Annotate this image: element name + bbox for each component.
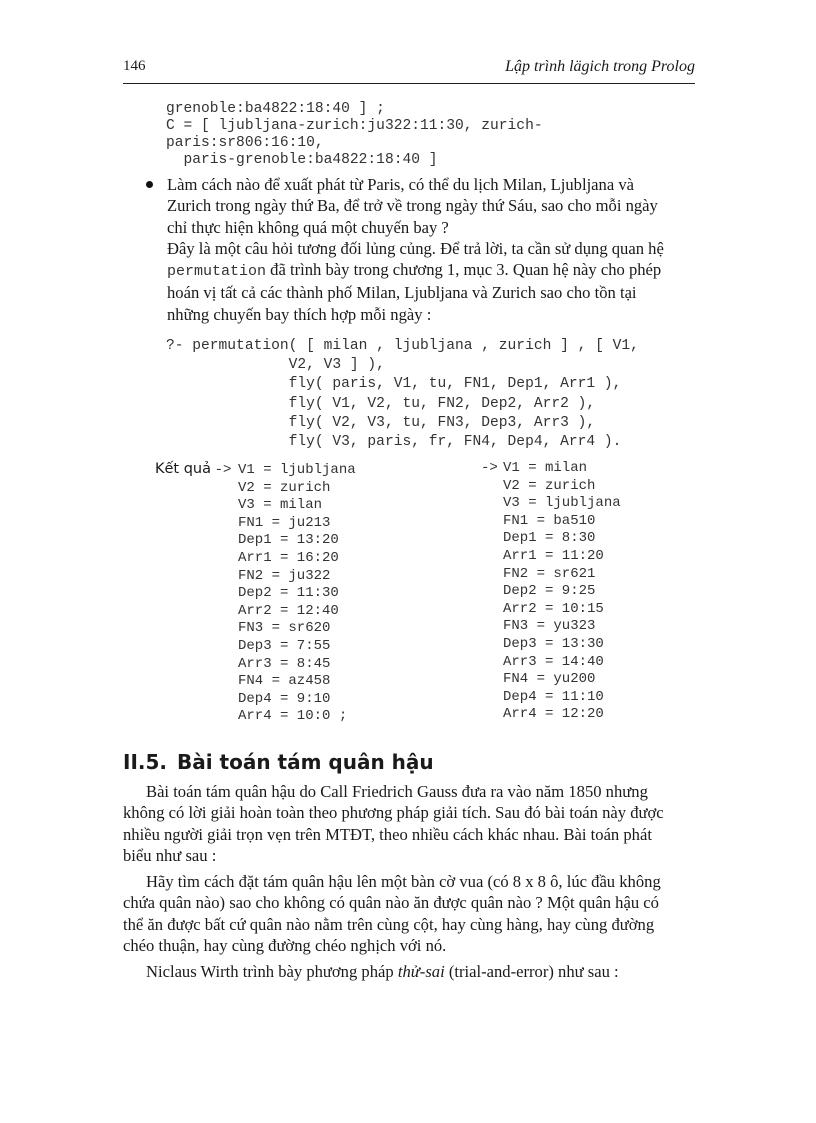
result-line: Arr3 = 14:40: [503, 653, 604, 670]
text-line: Zurich trong ngày thứ Ba, để trở về trong ngày thứ Sáu, sao cho mỗi ngày: [167, 196, 658, 216]
result-line: Dep4 = 9:10: [238, 690, 331, 707]
arrow-icon: ->: [214, 462, 232, 478]
code-line: fly( V1, V2, tu, FN2, Dep2, Arr2 ),: [166, 395, 596, 412]
paragraph-wirth: [146, 961, 695, 982]
header-rule: [123, 83, 695, 84]
code-block-top: [166, 101, 543, 169]
text-line: chứa quân nào) sao cho không có quân nào ăn được quân nào ? Một quân hậu có: [123, 893, 659, 913]
result-line: Arr3 = 8:45: [238, 655, 331, 672]
result-line: FN1 = ba510: [503, 512, 596, 529]
text-line: biểu như sau :: [123, 845, 217, 865]
result-line: Dep2 = 9:25: [503, 583, 596, 600]
result-line: FN2 = ju322: [238, 567, 331, 584]
code-line: fly( paris, V1, tu, FN1, Dep1, Arr1 ),: [166, 376, 622, 393]
section-heading: [123, 750, 434, 774]
result-line: V1 = milan: [503, 460, 588, 476]
text-fragment: đã trình bày trong chương 1, mục 3. Quan hệ này cho phép: [266, 260, 662, 280]
text-fragment: Niclaus Wirth trình bày phương pháp: [146, 962, 398, 981]
text-line: nhiều người giải trọn vẹn trên MTĐT, theo nhiều cách khác nhau. Bài toán phát: [123, 824, 652, 844]
bullet-icon: [146, 181, 153, 188]
code-line: C = [ ljubljana-zurich:ju322:11:30, zurich-: [166, 118, 543, 134]
text-line: [146, 961, 695, 982]
text-line: Hãy tìm cách đặt tám quân hậu lên một bàn cờ vua (có 8 x 8 ô, lúc đầu không: [146, 872, 661, 891]
inline-code-permutation: permutation: [167, 263, 267, 281]
section-number: II.5.: [123, 750, 167, 774]
result-line: V1 = ljubljana: [238, 462, 356, 478]
code-line: fly( V3, paris, fr, FN4, Dep4, Arr4 ).: [166, 434, 622, 451]
result-column-2: [503, 460, 621, 724]
result-line: Dep1 = 13:20: [238, 532, 339, 549]
text-line: thể ăn được bất cứ quân nào nằm trên cùng cột, hay cùng hàng, hay cùng đường: [123, 914, 655, 934]
running-title: Lập trình lägich trong Prolog: [505, 58, 695, 75]
text-line: không có lời giải hoàn toàn theo phương pháp giải tích. Sau đó bài toán này được: [123, 803, 664, 823]
result-line: FN4 = yu200: [503, 671, 596, 688]
result-line: Arr1 = 16:20: [238, 549, 339, 566]
result-line: FN3 = yu323: [503, 618, 596, 635]
text-line: hoán vị tất cả các thành phố Milan, Ljubljana và Zurich sao cho tồn tại: [167, 283, 637, 303]
code-line: V2, V3 ] ),: [166, 357, 385, 374]
text-fragment: (trial-and-error) như sau :: [444, 962, 619, 981]
paragraph-problem: [123, 871, 695, 956]
result-line: Arr2 = 10:15: [503, 600, 604, 617]
code-line: grenoble:ba4822:18:40 ] ;: [166, 101, 385, 117]
text-line: chỉ thực hiện không quá một chuyến bay ?: [167, 217, 449, 237]
result-label: [155, 461, 231, 478]
result-line: Dep4 = 11:10: [503, 688, 604, 705]
result-line: FN4 = az458: [238, 673, 331, 690]
code-line: paris-grenoble:ba4822:18:40 ]: [166, 152, 438, 168]
page-header: [123, 58, 695, 80]
result-line: V3 = ljubljana: [503, 495, 621, 512]
text-line: những chuyến bay thích hợp mỗi ngày :: [167, 304, 432, 324]
result-line: FN2 = sr621: [503, 565, 596, 582]
code-block-query: [166, 337, 639, 452]
result-line: Arr4 = 10:0 ;: [238, 708, 348, 725]
result-line: V3 = milan: [238, 497, 323, 514]
text-line: [167, 259, 695, 282]
code-line: paris:sr806:16:10,: [166, 135, 324, 151]
result-line: V2 = zurich: [503, 477, 596, 494]
result-line: Arr1 = 11:20: [503, 547, 604, 564]
result-line: Dep2 = 11:30: [238, 585, 339, 602]
paragraph-intro: [123, 781, 695, 866]
code-line: ?- permutation( [ milan , ljubljana , zurich ] , [ V1,: [166, 338, 639, 354]
result-line: Dep3 = 7:55: [238, 637, 331, 654]
arrow-icon: ->: [481, 460, 498, 476]
result-line: V2 = zurich: [238, 479, 331, 496]
text-line: chéo thuận, hay cùng đường chéo nghịch với nó.: [123, 935, 447, 955]
code-line: fly( V2, V3, tu, FN3, Dep3, Arr3 ),: [166, 414, 596, 431]
page-number: 146: [123, 58, 146, 74]
text-line: Làm cách nào để xuất phát từ Paris, có thể du lịch Milan, Ljubljana và: [167, 175, 635, 194]
result-label-text: Kết quả: [155, 461, 212, 477]
result-line: Dep3 = 13:30: [503, 635, 604, 652]
italic-term: thử-sai: [397, 962, 445, 981]
result-line: Dep1 = 8:30: [503, 530, 596, 547]
text-line: Bài toán tám quân hậu do Call Friedrich Gauss đưa ra vào năm 1850 nhưng: [146, 782, 648, 801]
result-line: FN3 = sr620: [238, 620, 331, 637]
result-line: FN1 = ju213: [238, 514, 331, 531]
result-line: Arr4 = 12:20: [503, 706, 604, 723]
result-line: Arr2 = 12:40: [238, 602, 339, 619]
section-title: Bài toán tám quân hậu: [177, 750, 434, 774]
bullet-question: [167, 174, 695, 325]
result-column-1: [238, 462, 356, 726]
text-line: Đây là một câu hỏi tương đối lủng củng. Để trả lời, ta cần sử dụng quan hệ: [167, 238, 664, 258]
